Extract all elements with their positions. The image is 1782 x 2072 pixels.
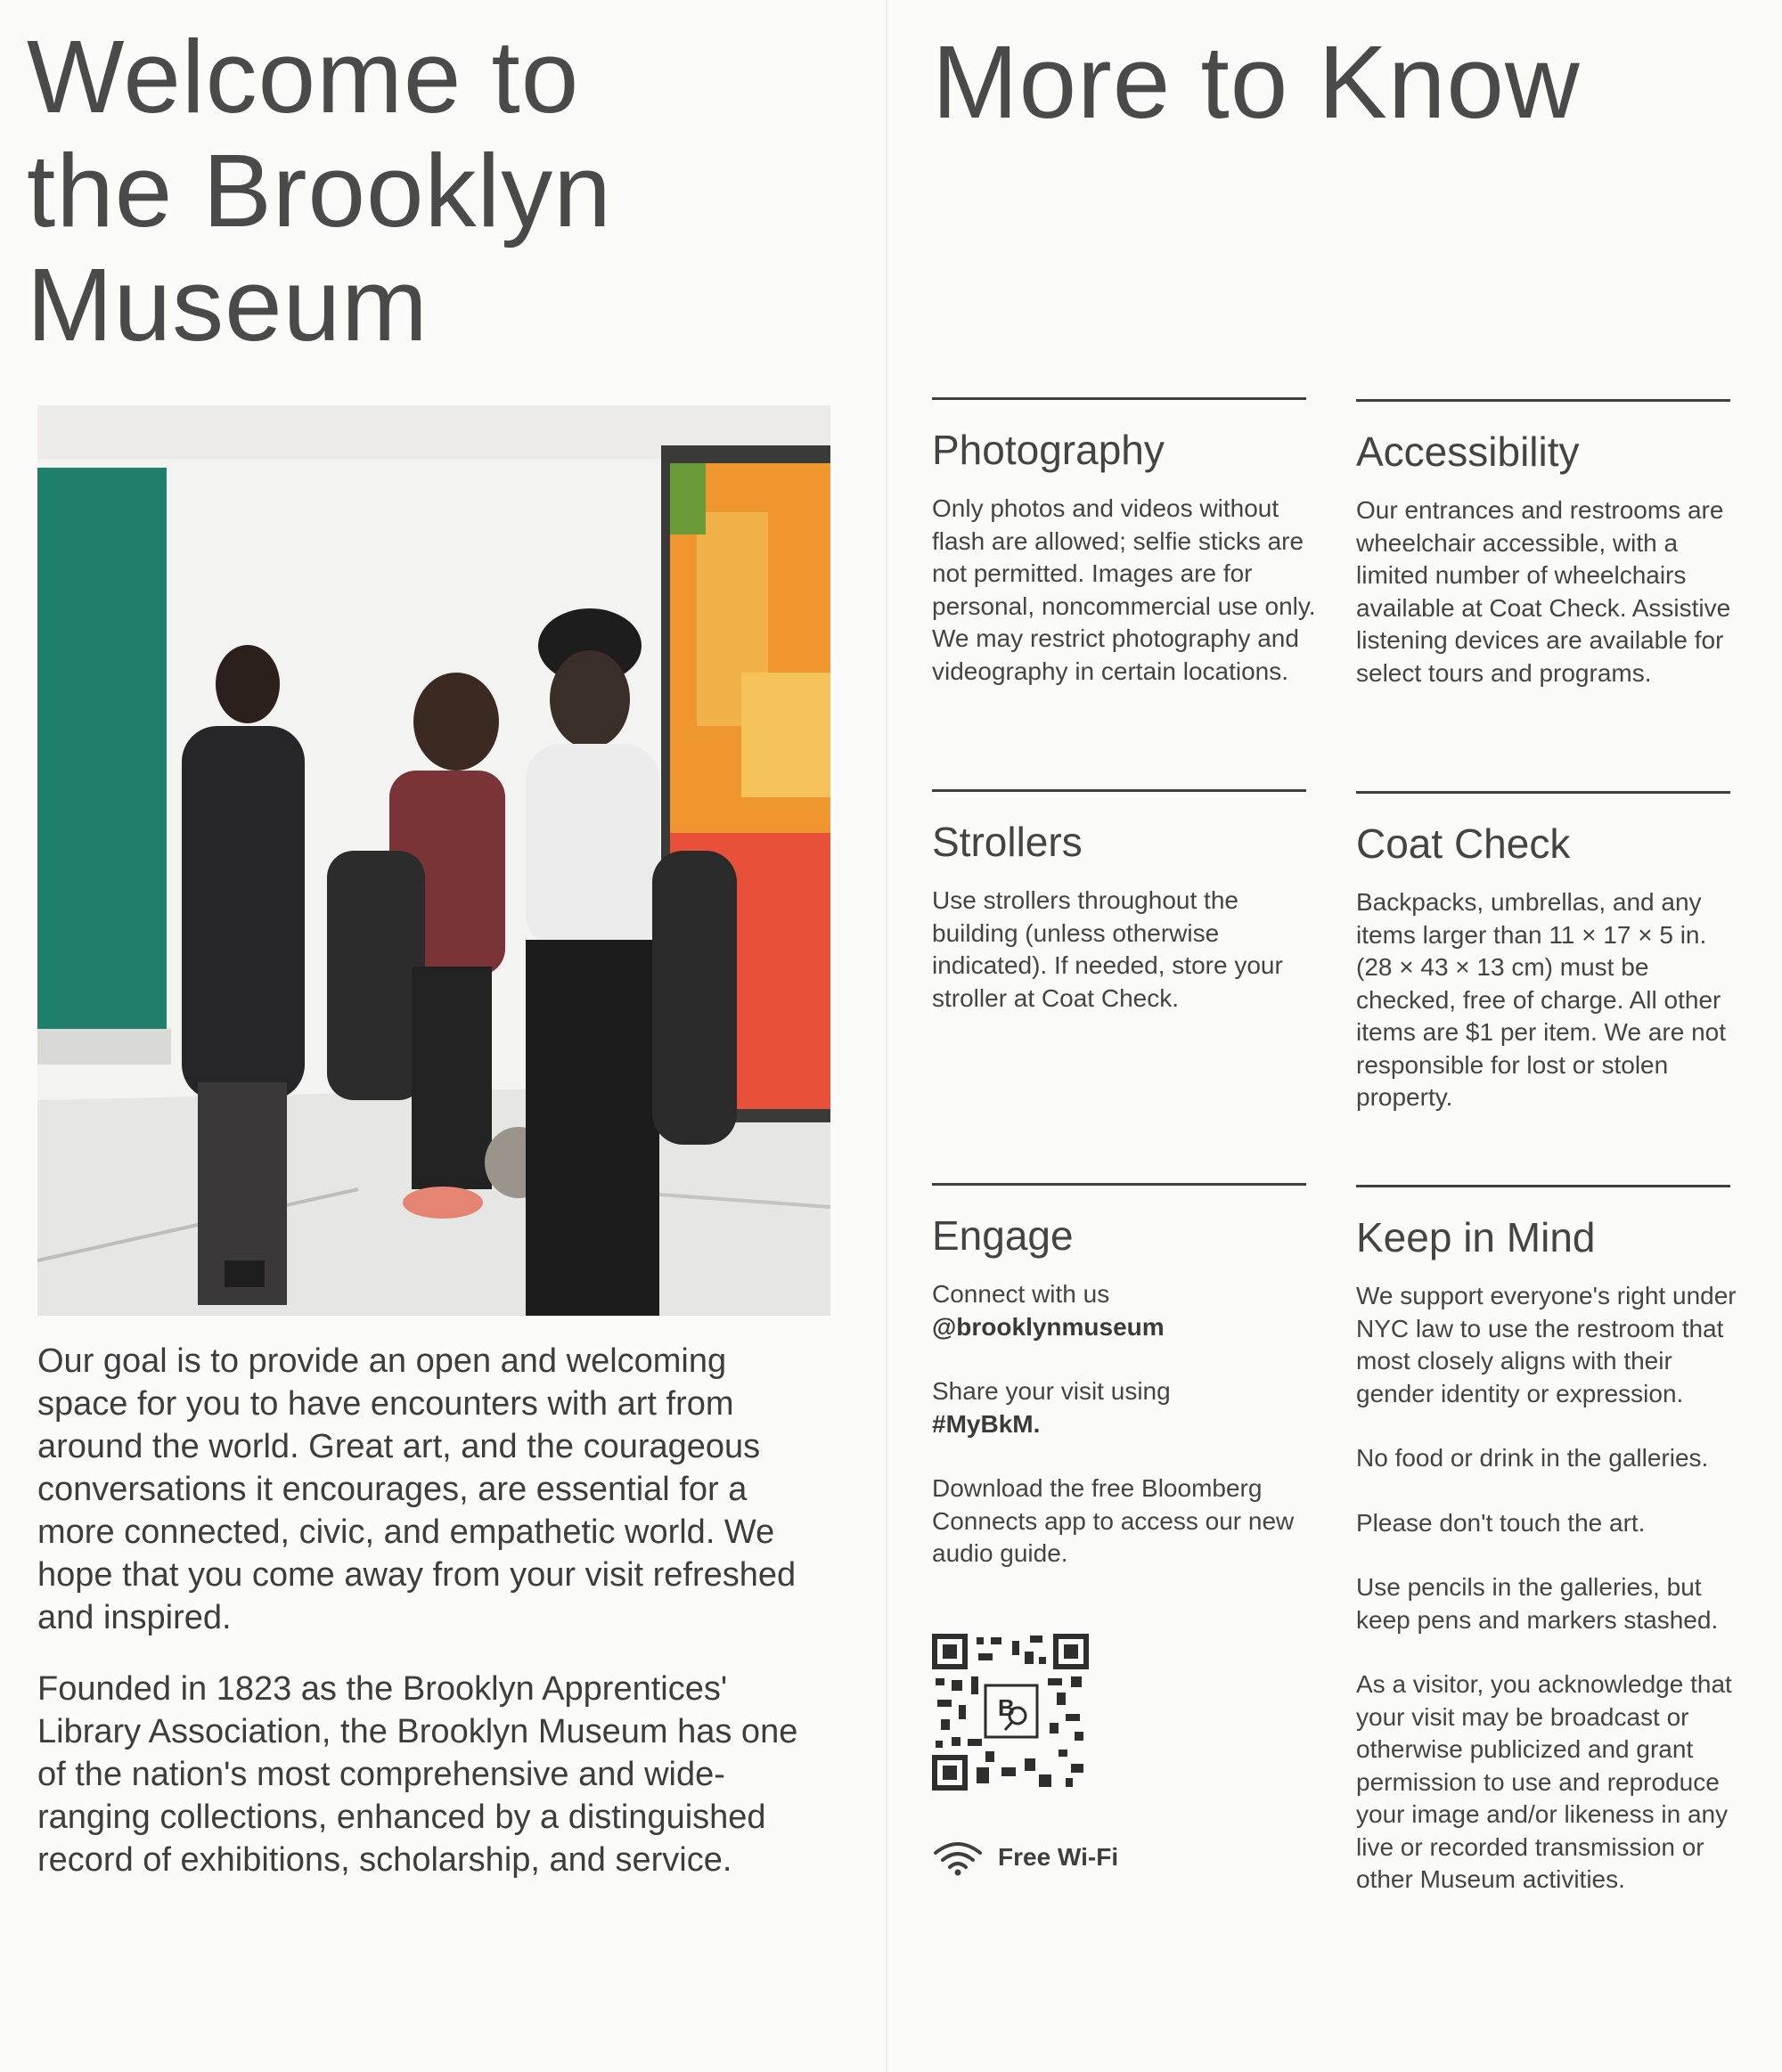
engage-card	[932, 1183, 1324, 1570]
keep-in-mind-item: Use pencils in the galleries, but keep pens and markers stashed.	[1356, 1573, 1719, 1634]
divider	[1356, 791, 1730, 794]
divider	[1356, 399, 1730, 402]
accessibility-card	[1356, 399, 1748, 689]
photography-heading: Photography	[932, 427, 1165, 473]
keep-in-mind-item: As a visitor, you acknowledge that your visit may be broadcast or otherwise publicized and grant permission to use and reproduce your image and/or likeness in any live or recorded transmission or other Museum activities.	[1356, 1670, 1732, 1893]
mission-paragraph: Our goal is to provide an open and welcoming space for you to have encounters with art from around the world. Great art, and the courageous conversations it encourages, are essential for a more connected, civic, and empathetic world. We hope that you come away from your visit refreshed and inspired.	[37, 1342, 797, 1636]
engage-heading: Engage	[932, 1212, 1074, 1259]
engage-share	[932, 1375, 1324, 1440]
share-label: Share your visit using	[932, 1377, 1171, 1405]
fold-line	[886, 0, 887, 2072]
photography-text: Only photos and videos without flash are allowed; selfie sticks are not permitted. Images are for personal, noncommercial use only. We may restrict photography and videography in certain locations.	[932, 494, 1316, 685]
engage-connect	[932, 1278, 1324, 1343]
wifi-icon	[932, 1839, 984, 1876]
keep-in-mind-card	[1356, 1185, 1748, 1897]
svg-text:B: B	[998, 1694, 1015, 1721]
coat-check-text: Backpacks, umbrellas, and any items larger than 11 × 17 × 5 in. (28 × 43 × 13 cm) must be checked, free of charge. All other items are $1 per item. We are not responsible for lost or stolen property.	[1356, 888, 1726, 1111]
history-paragraph: Founded in 1823 as the Brooklyn Apprentices' Library Association, the Brooklyn Museum has one of the nation's most comprehensive and wide-ranging collections, enhanced by a distinguished record of exhibitions, scholarship, and service.	[37, 1670, 798, 1879]
accessibility-text: Our entrances and restrooms are wheelchair accessible, with a limited number of wheelchairs available at Coat Check. Assistive listening devices are available for select tours and programs.	[1356, 496, 1731, 687]
keep-in-mind-item: We support everyone's right under NYC law to use the restroom that most closely aligns with their gender identity or expression.	[1356, 1282, 1737, 1407]
gallery-visitors-image	[37, 405, 830, 1316]
coat-check-heading: Coat Check	[1356, 820, 1571, 867]
divider	[932, 397, 1306, 400]
accessibility-heading: Accessibility	[1356, 428, 1580, 475]
strollers-text: Use strollers throughout the building (unless otherwise indicated). If needed, store your stroller at Coat Check.	[932, 886, 1283, 1012]
more-to-know-title: More to Know	[932, 24, 1581, 140]
wifi-label: Free Wi-Fi	[998, 1843, 1119, 1871]
photography-card	[932, 397, 1324, 688]
qr-code-icon[interactable]	[932, 1634, 1089, 1791]
strollers-card	[932, 789, 1324, 1015]
welcome-title: Welcome to the Brooklyn Museum	[27, 19, 612, 363]
engage-download: Download the free Bloomberg Connects app to access our new audio guide.	[932, 1474, 1295, 1567]
coat-check-card	[1356, 791, 1748, 1114]
divider	[932, 789, 1306, 792]
divider	[1356, 1185, 1730, 1187]
keep-in-mind-item: Please don't touch the art.	[1356, 1508, 1646, 1537]
keep-in-mind-heading: Keep in Mind	[1356, 1214, 1596, 1260]
keep-in-mind-item: No food or drink in the galleries.	[1356, 1444, 1709, 1472]
strollers-heading: Strollers	[932, 819, 1083, 865]
wifi-info	[932, 1839, 1118, 1876]
instagram-handle[interactable]: @brooklynmuseum	[932, 1312, 1165, 1341]
connect-label: Connect with us	[932, 1280, 1110, 1308]
hashtag[interactable]: #MyBkM.	[932, 1409, 1041, 1438]
welcome-panel	[0, 0, 882, 2072]
divider	[932, 1183, 1306, 1186]
visitors-photo	[37, 405, 830, 1316]
